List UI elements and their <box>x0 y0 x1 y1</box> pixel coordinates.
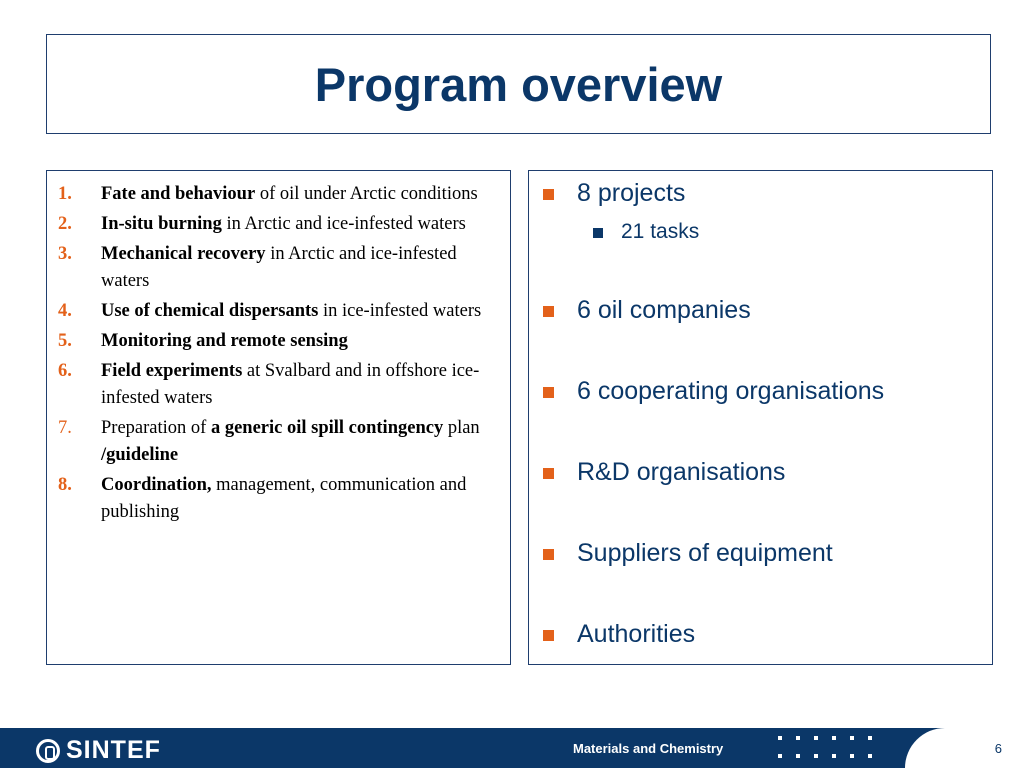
square-bullet-icon <box>543 189 554 200</box>
item-text <box>101 298 481 325</box>
list-item <box>58 358 492 412</box>
bold-text: Monitoring and remote sensing <box>101 331 348 351</box>
slide-title: Program overview <box>314 57 723 111</box>
list-item <box>543 179 982 208</box>
left-panel <box>46 170 511 665</box>
square-bullet-icon <box>543 549 554 560</box>
bold-text: Use of chemical dispersants <box>101 301 319 321</box>
list-item <box>58 415 492 469</box>
plain-text: management, communication and publishing <box>101 475 467 522</box>
item-number: 4. <box>58 301 72 321</box>
bold-text: Fate and behaviour <box>101 184 256 204</box>
bold-text: Coordination, <box>101 475 212 495</box>
item-text <box>101 328 348 355</box>
list-item <box>58 241 492 295</box>
footer-cap <box>905 728 1024 768</box>
title-box <box>46 34 991 134</box>
bullet-list <box>529 171 992 649</box>
plain-text: in ice-infested waters <box>318 301 482 321</box>
plain-text: Preparation of <box>101 418 211 438</box>
item-text <box>101 415 492 469</box>
sintef-logo-icon <box>36 739 60 763</box>
page-number: 6 <box>994 741 1002 756</box>
bold-text: Mechanical recovery <box>101 244 266 264</box>
footer-bar <box>0 728 1024 768</box>
item-text <box>101 358 492 412</box>
item-number: 7. <box>58 418 72 438</box>
dot-pattern-icon <box>778 736 888 762</box>
square-bullet-icon <box>543 630 554 641</box>
bullet-text: 8 projects <box>577 179 686 207</box>
list-item <box>58 298 492 325</box>
bold-text: /guideline <box>101 445 179 465</box>
bullet-text: 6 oil companies <box>577 296 751 324</box>
bullet-text: Suppliers of equipment <box>577 539 833 567</box>
item-number: 3. <box>58 244 72 264</box>
plain-text: in Arctic and ice-infested waters <box>101 244 457 291</box>
sub-bullet-text: 21 tasks <box>621 220 700 243</box>
bold-text: Field experiments <box>101 361 243 381</box>
item-text <box>101 211 466 238</box>
plain-text: of oil under Arctic conditions <box>255 184 478 204</box>
right-panel <box>528 170 993 665</box>
numbered-list <box>47 171 510 526</box>
logo-text: SINTEF <box>66 736 161 764</box>
bullet-text: 6 cooperating organisations <box>577 377 885 405</box>
list-item <box>543 539 982 568</box>
bold-text: a generic oil spill contingency <box>210 418 444 438</box>
item-number: 8. <box>58 475 72 495</box>
list-item <box>543 620 982 649</box>
list-item <box>58 181 492 208</box>
square-bullet-icon <box>543 306 554 317</box>
item-text <box>101 241 492 295</box>
item-number: 1. <box>58 184 72 204</box>
list-item <box>543 377 982 406</box>
sintef-logo <box>36 736 161 765</box>
square-bullet-icon <box>543 468 554 479</box>
square-bullet-icon <box>593 228 603 238</box>
bullet-text: Authorities <box>577 620 696 648</box>
item-number: 2. <box>58 214 72 234</box>
bullet-text: R&D organisations <box>577 458 786 486</box>
list-item <box>543 458 982 487</box>
plain-text: plan <box>443 418 480 438</box>
square-bullet-icon <box>543 387 554 398</box>
item-number: 6. <box>58 361 72 381</box>
list-item <box>543 220 982 244</box>
bold-text: In-situ burning <box>101 214 222 234</box>
list-item <box>58 328 492 355</box>
item-text <box>101 181 478 208</box>
item-number: 5. <box>58 331 72 351</box>
list-item <box>58 472 492 526</box>
plain-text: in Arctic and ice-infested waters <box>221 214 466 234</box>
list-item <box>543 296 982 325</box>
department-name: Materials and Chemistry <box>573 741 724 756</box>
list-item <box>58 211 492 238</box>
item-text <box>101 472 492 526</box>
plain-text: at Svalbard and in offshore ice-infested waters <box>101 361 480 408</box>
